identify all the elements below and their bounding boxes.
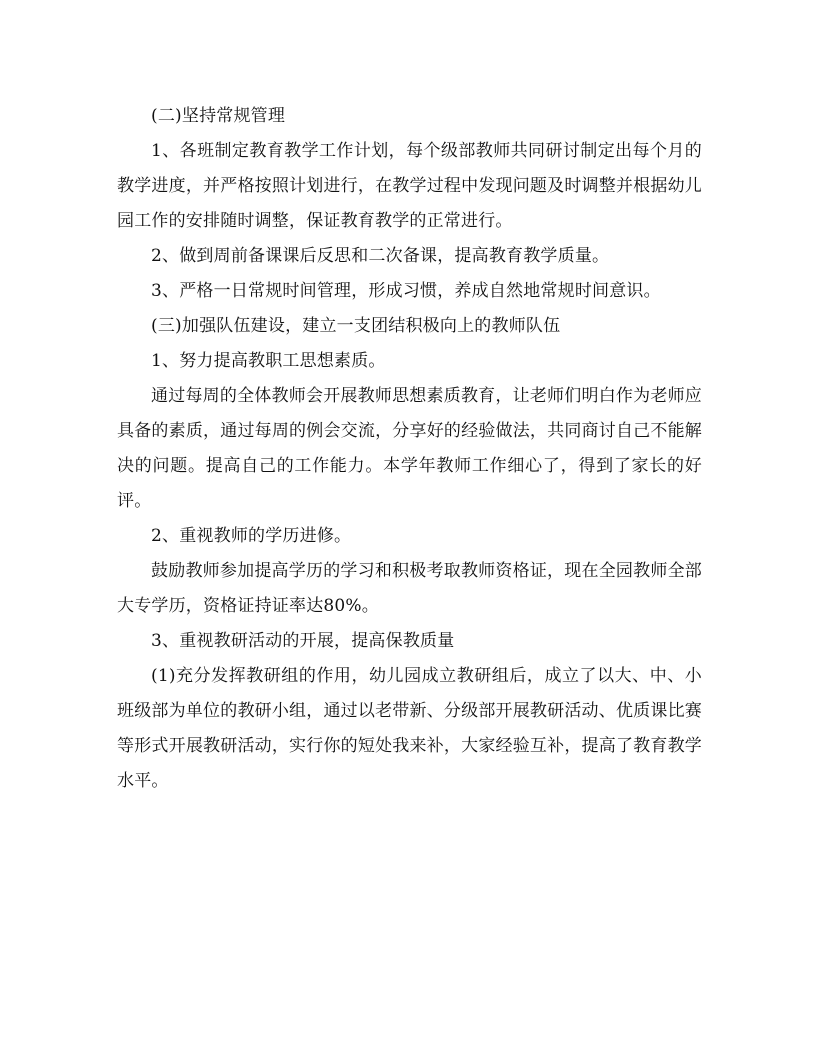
paragraph-weekly-meetings: 通过每周的全体教师会开展教师思想素质教育，让老师们明白作为老师应具备的素质，通过每周的例会交流，分享好的经验做法，共同商讨自己不能解决的问题。提高自己的工作能力。本学年教师工作细心了，得到了家长的好评。 xyxy=(117,386,702,511)
subheading-teaching-research: 3、重视教研活动的开展，提高保教质量 xyxy=(151,631,455,651)
document-body xyxy=(117,99,702,799)
paragraph-research-groups: (1)充分发挥教研组的作用，幼儿园成立教研组后，成立了以大、中、小班级部为单位的教研小组，通过以老带新、分级部开展教研活动、优质课比赛等形式开展教研活动，实行你的短处我来补，大家经验互补，提高了教育教学水平。 xyxy=(117,666,702,791)
paragraph-teaching-plan: 1、各班制定教育教学工作计划，每个级部教师共同研讨制定出每个月的教学进度，并严格按照计划进行，在教学过程中发现问题及时调整并根据幼儿园工作的安排随时调整，保证教育教学的正常进行。 xyxy=(117,141,702,231)
paragraph-lesson-preparation: 2、做到周前备课课后反思和二次备课，提高教育教学质量。 xyxy=(151,246,610,266)
subheading-staff-quality: 1、努力提高教职工思想素质。 xyxy=(151,351,386,371)
section-heading-routine-management: (二)坚持常规管理 xyxy=(151,106,286,126)
subheading-academic-training: 2、重视教师的学历进修。 xyxy=(151,526,352,546)
section-heading-team-building: (三)加强队伍建设，建立一支团结积极向上的教师队伍 xyxy=(151,316,561,336)
paragraph-daily-routine: 3、严格一日常规时间管理，形成习惯，养成自然地常规时间意识。 xyxy=(151,281,661,301)
paragraph-qualifications: 鼓励教师参加提高学历的学习和积极考取教师资格证，现在全园教师全部大专学历，资格证持证率达80%。 xyxy=(117,561,702,616)
